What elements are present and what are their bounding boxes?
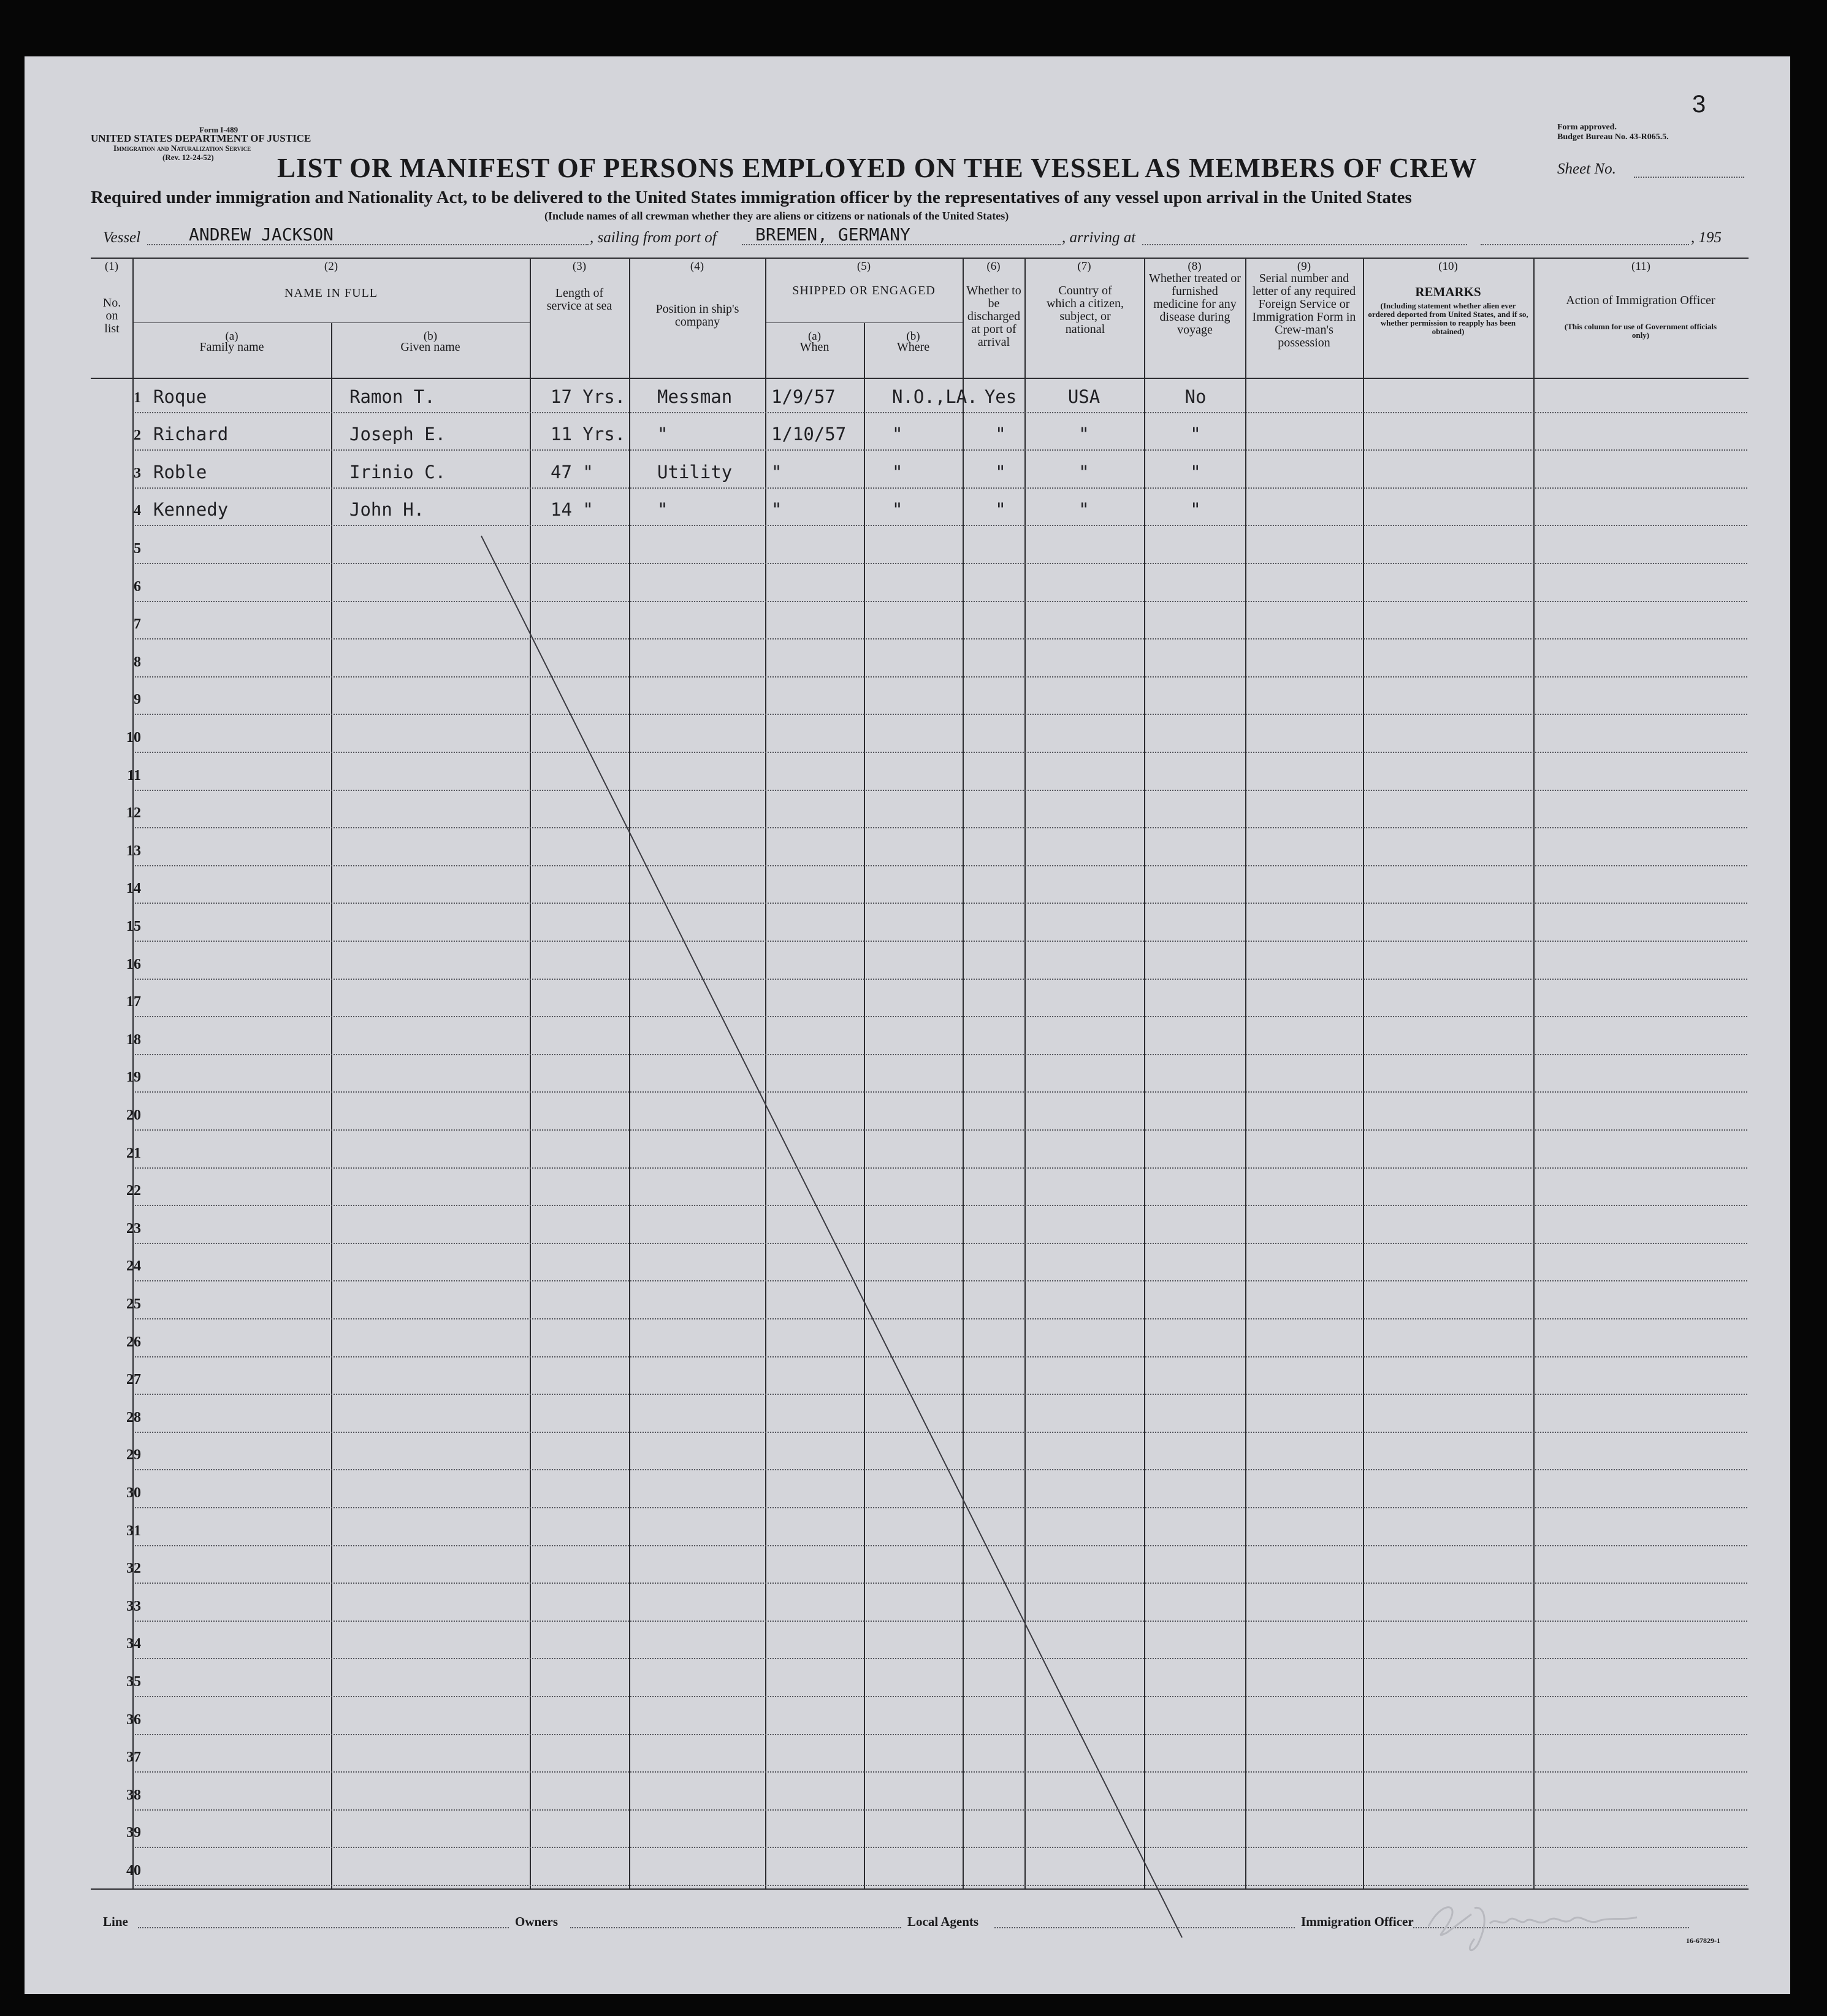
row-number: 39	[126, 1825, 141, 1841]
col2b-number: (b)	[423, 330, 438, 343]
sheet-number-label: Sheet No.	[1557, 161, 1616, 177]
local-agents-label: Local Agents	[907, 1914, 979, 1929]
col5-header: SHIPPED OR ENGAGED	[792, 284, 936, 297]
cell-given[interactable]: John H.	[349, 499, 425, 521]
col9-header: Serial number and letter of any required Foreign Service or Immigration Form in Crew-man's possession	[1252, 272, 1356, 349]
col2b-header: Given name	[400, 340, 460, 354]
cell-when[interactable]: 1/9/57	[771, 386, 836, 407]
col10-number: (10)	[1438, 260, 1458, 273]
row-number: 3	[134, 465, 141, 481]
form-revision: (Rev. 12-24-52)	[162, 153, 214, 162]
col8-header: Whether treated or furnished medicine for any disease during voyage	[1149, 272, 1241, 337]
cell-given[interactable]: Ramon T.	[349, 386, 435, 407]
row-number: 22	[126, 1183, 141, 1199]
row-number: 21	[126, 1145, 141, 1161]
print-code: 16-67829-1	[1686, 1936, 1720, 1945]
vessel-label: Vessel	[103, 229, 141, 246]
cell-where[interactable]: N.O.,LA.	[892, 386, 978, 407]
col4-header: Position in ship's company	[655, 302, 739, 329]
cell-when[interactable]: "	[771, 461, 782, 483]
cell-where[interactable]: "	[892, 499, 903, 521]
cell-family[interactable]: Richard	[153, 424, 229, 445]
cell-service[interactable]: 17 Yrs.	[551, 386, 626, 407]
cell-family[interactable]: Kennedy	[153, 499, 229, 521]
cancellation-line	[25, 56, 1790, 1994]
col6-number: (6)	[986, 260, 1001, 273]
immigration-officer-label: Immigration Officer	[1301, 1914, 1414, 1929]
col2-header: NAME IN FULL	[284, 286, 378, 300]
row-number: 12	[126, 805, 141, 822]
cell-service[interactable]: 47 "	[551, 461, 593, 483]
col2a-header: Family name	[199, 340, 264, 354]
sailing-port[interactable]: BREMEN, GERMANY	[755, 224, 910, 245]
local-agents-field[interactable]	[994, 1927, 1295, 1928]
row-number: 9	[134, 692, 141, 708]
row-number: 2	[134, 427, 141, 444]
col11-note: (This column for use of Government officials only)	[1564, 322, 1717, 340]
row-number: 27	[126, 1372, 141, 1388]
col9-number: (9)	[1297, 260, 1311, 273]
row-number: 29	[126, 1447, 141, 1464]
row-number: 11	[127, 767, 141, 784]
owners-label: Owners	[515, 1914, 558, 1929]
form-number: Form I-489	[199, 125, 238, 134]
row-number: 40	[126, 1863, 141, 1879]
row-number: 28	[126, 1409, 141, 1426]
col1-header: No. on list	[102, 296, 121, 335]
pen-stroke	[481, 536, 1182, 1938]
row-number: 23	[126, 1220, 141, 1237]
row-number: 34	[126, 1636, 141, 1652]
row-number: 13	[126, 842, 141, 859]
row-number: 30	[126, 1485, 141, 1501]
cell-given[interactable]: Joseph E.	[349, 424, 446, 445]
service-name: Immigration and Naturalization Service	[113, 143, 251, 153]
cell-service[interactable]: 11 Yrs.	[551, 424, 626, 445]
col6-header: Whether to be discharged at port of arrival	[966, 284, 1021, 349]
col5-number: (5)	[856, 260, 871, 273]
col1-number: (1)	[104, 260, 119, 273]
row-number: 8	[134, 654, 141, 670]
row-number: 6	[134, 578, 141, 595]
manifest-subtitle: Required under immigration and Nationality Act, to be delivered to the United States immigration officer by the representatives of any vessel upon arrival in the United States	[91, 188, 1412, 207]
line-label: Line	[103, 1914, 128, 1929]
row-number: 38	[126, 1787, 141, 1803]
cell-where[interactable]: "	[892, 424, 903, 445]
line-field[interactable]	[138, 1927, 509, 1928]
department-name: UNITED STATES DEPARTMENT OF JUSTICE	[91, 132, 311, 144]
manifest-sheet: 3 Form I-489 UNITED STATES DEPARTMENT OF JUSTICE Immigration and Naturalization Service (Rev. 12-24-52) Form approved. Budget Bureau No. 43-R065.5. LIST OR MANIFEST OF PERSONS EMPLOYED ON THE VESSEL AS MEMBERS OF CREW Sheet No. Required under immigration and Nationality Act, to be delivered to the United States immigration officer by the representatives of any vessel upon arrival in the United States (Include names of all crewman whether they are aliens or citizens or nationals of the United States) Vessel ANDREW JACKSON , sailing from port of BREMEN, GERMANY , arriving at , 195 (1) No. on list (2) NAME IN FULL (a) Family name (b) Given name (3) Length of service at sea (4) Position in ship's company (5) SHIPPED OR ENGAGED (a) When (b) Where (6) Whether to be discharged at port of arrival (7) Country of which a citizen, subject, or national (8) Whether treated or furnished medicine for any disease during voyage (9) Serial number and letter of any required Foreign Service or Immigration Form in Crew-man's possession (10) REMARKS (Including statement whether alien ever ordered deported from United States, and if so, whether permission to reapply has been obtained) (11) Action of Immigration Officer (This column for use of Government officials only) 1 Roque Ramon T. 17 Yrs. Messman 1/9/57 N.O.,LA. Yes USA No 2 Richard Joseph E. 11 Yrs. " 1/10/57 " " " " 3 Roble Irinio C. 47 " Utility " " " " " 4 Kennedy John H. 14 " " " " " " " 5 6 7 8 9 10 11 12 13 14 15 16 17 18 19 20 21 22 23 24 25 26 27 28 29 30 31 32 33 34 35 36 37 38 39 40 Line Owners Local Agents Immigration Officer 16-67829-1	[25, 56, 1790, 1994]
cell-when[interactable]: "	[771, 499, 782, 521]
row-number: 17	[126, 994, 141, 1010]
cell-position[interactable]: "	[657, 499, 668, 521]
row-number: 20	[126, 1107, 141, 1123]
col10-header: REMARKS	[1415, 284, 1481, 299]
row-number: 24	[126, 1258, 141, 1275]
col10-note: (Including statement whether alien ever ordered deported from United States, and if so, whether permission to reapply has been obtained)	[1368, 301, 1528, 336]
approval-line-2: Budget Bureau No. 43-R065.5.	[1557, 132, 1669, 142]
col2-number: (2)	[324, 260, 338, 273]
cell-position[interactable]: Utility	[657, 461, 733, 483]
vessel-name[interactable]: ANDREW JACKSON	[189, 224, 334, 245]
owners-field[interactable]	[570, 1927, 901, 1928]
col5a-number: (a)	[807, 330, 822, 343]
cell-position[interactable]: Messman	[657, 386, 733, 407]
col7-header: Country of which a citizen, subject, or national	[1046, 284, 1124, 336]
cell-where[interactable]: "	[892, 461, 903, 483]
cell-family[interactable]: Roque	[153, 386, 207, 407]
col7-number: (7)	[1077, 260, 1091, 273]
sailing-label: , sailing from port of	[590, 229, 717, 246]
row-number: 26	[126, 1334, 141, 1350]
cell-family[interactable]: Roble	[153, 461, 207, 483]
page-number: 3	[1692, 91, 1706, 118]
year-suffix: , 195	[1691, 229, 1722, 246]
manifest-note: (Include names of all crewman whether they are aliens or citizens or nationals of the United States)	[544, 210, 1009, 222]
row-number: 32	[126, 1560, 141, 1577]
cell-position[interactable]: "	[657, 424, 668, 445]
row-number: 16	[126, 956, 141, 972]
row-number: 25	[126, 1296, 141, 1312]
row-number: 10	[126, 730, 141, 746]
cell-service[interactable]: 14 "	[551, 499, 593, 521]
row-number: 18	[126, 1031, 141, 1048]
approval-line-1: Form approved.	[1557, 123, 1617, 132]
col3-header: Length of service at sea	[546, 286, 612, 313]
row-number: 7	[134, 616, 141, 633]
col2a-number: (a)	[225, 330, 238, 343]
col11-header: Action of Immigration Officer	[1566, 294, 1715, 307]
row-number: 1	[134, 389, 141, 406]
col5b-number: (b)	[906, 330, 920, 343]
row-number: 33	[126, 1598, 141, 1614]
row-number: 14	[126, 880, 141, 897]
row-number: 31	[126, 1522, 141, 1539]
col4-number: (4)	[690, 260, 704, 273]
row-number: 5	[134, 541, 141, 557]
row-number: 35	[126, 1674, 141, 1690]
row-number: 36	[126, 1711, 141, 1728]
row-number: 4	[134, 503, 141, 519]
officer-signature	[1416, 1890, 1674, 1957]
col11-number: (11)	[1631, 260, 1650, 273]
arriving-label: , arriving at	[1062, 229, 1136, 246]
row-number: 15	[126, 918, 141, 934]
row-number: 19	[126, 1069, 141, 1086]
manifest-title: LIST OR MANIFEST OF PERSONS EMPLOYED ON THE VESSEL AS MEMBERS OF CREW	[277, 153, 1478, 183]
cell-when[interactable]: 1/10/57	[771, 424, 847, 445]
col5b-header: Where	[896, 340, 930, 354]
row-number: 37	[126, 1749, 141, 1766]
col5a-header: When	[799, 340, 830, 354]
col3-number: (3)	[572, 260, 587, 273]
cell-given[interactable]: Irinio C.	[349, 461, 446, 483]
col8-number: (8)	[1188, 260, 1202, 273]
